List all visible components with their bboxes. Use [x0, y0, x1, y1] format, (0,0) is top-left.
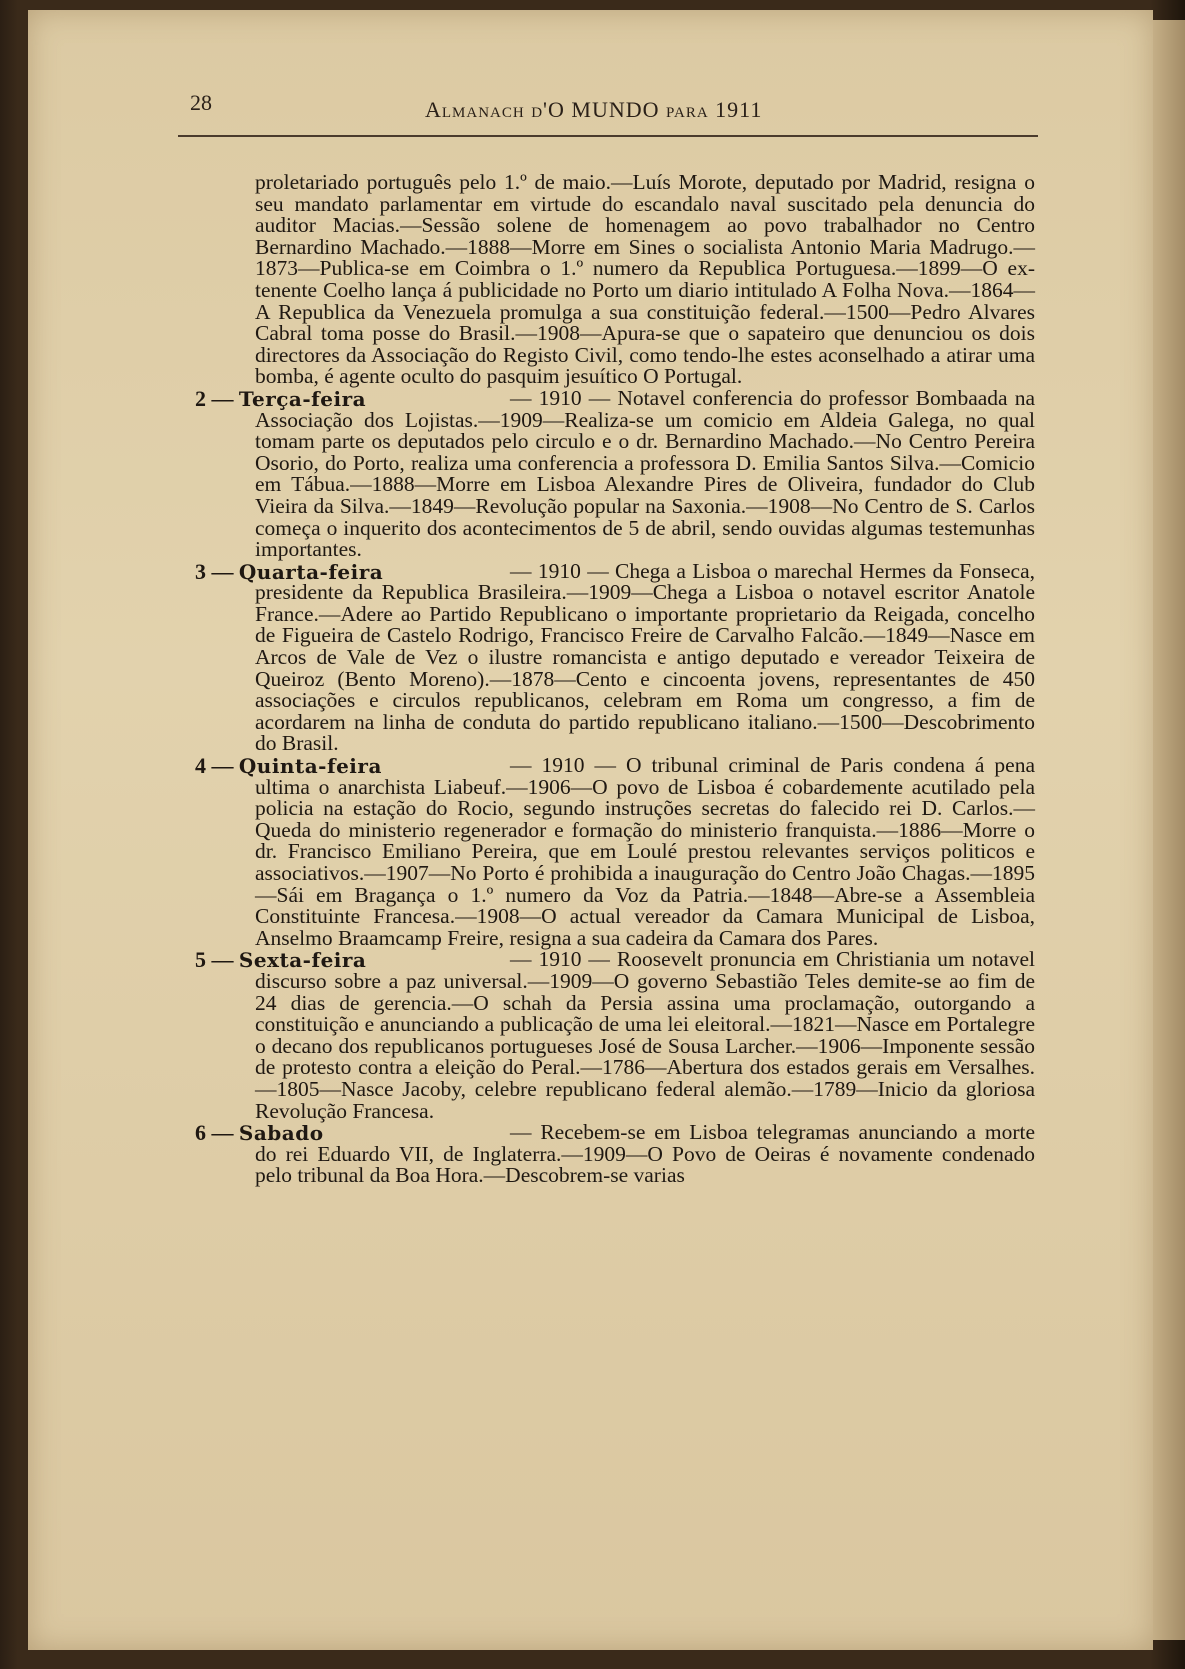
running-head: Almanach d'O MUNDO para 1911: [425, 97, 763, 122]
almanac-body: [195, 170, 1035, 1188]
entry-text: [195, 1120, 1035, 1188]
entry-body: — Recebem-se em Lisboa telegramas anunciando a morte do rei Eduardo VII, de Inglaterra.—1909—O Povo de Oeiras é novamente condenado pelo tribunal da Boa Hora.—Descobrem-se varias: [255, 1120, 1035, 1188]
entry-text: [195, 947, 1035, 1123]
entry-continued: [255, 172, 1035, 388]
entry-day-3: [195, 558, 1035, 756]
entry-body: — 1910 — O tribunal criminal de Paris condena á pena ultima o anarchista Liabeuf.—1906—O povo de Lisboa é cobardemente acutilado pela policia na estação do Rocio, segundo instruções secretas do falecido rei D. Carlos.—Queda do ministerio regenerador e formação do ministerio franquista.—1886—Morre o dr. Francisco Emiliano Pereira, que em Loulé prestou relevantes serviços politicos e associativos.—1907—No Porto é prohibida a inauguração do Centro João Chagas.—1895—Sái em Bragança o 1.º numero da Voz da Patria.—1848—Abre-se a Assembleia Constituinte Francesa.—1908—O actual vereador da Camara Municipal de Lisboa, Anselmo Braamcamp Freire, resigna a sua cadeira da Camara dos Pares.: [255, 753, 1035, 950]
day-number: 4 —: [195, 753, 234, 779]
weekday-label: Quinta-feira: [238, 754, 382, 779]
entry-day-4: [195, 753, 1035, 950]
entry-text: [195, 753, 1035, 950]
entry-body: — 1910 — Roosevelt pronuncia em Christiania um notavel discurso sobre a paz universal.—1909—O governo Sebastião Teles demite-se ao fim de 24 dias de gerencia.—O schah da Persia assina uma proclamação, outorgando a constituição e anunciando a publicação de uma lei eleitoral.—1821—Nasce em Portalegre o decano dos republicanos portugueses José de Sousa Larcher.—1906—Imponente sessão de protesto contra a eleição do Peral.—1786—Abertura dos estados gerais em Versalhes.—1805—Nasce Jacoby, celebre republicano federal alemão.—1789—Inicio da gloriosa Revolução Francesa.: [255, 947, 1035, 1123]
day-number: 2 —: [195, 385, 234, 411]
header-rule: [178, 135, 1038, 137]
day-number: 6 —: [195, 1120, 234, 1146]
weekday-label: Terça-feira: [238, 386, 367, 411]
entry-day-5: [195, 947, 1035, 1123]
entry-heading: [195, 558, 384, 584]
entry-heading: [195, 755, 382, 778]
page-number: 28: [190, 90, 212, 115]
weekday-label: Quarta-feira: [238, 559, 384, 584]
next-page-edge: [1150, 20, 1185, 1640]
weekday-label: Sabado: [238, 1121, 324, 1146]
entry-text: proletariado português pelo 1.º de maio.—Luís Morote, deputado por Madrid, resigna o seu mandato parlamentar em virtude do escandalo naval suscitado pela denuncia do auditor Macias.—Sessão solene de homenagem ao povo trabalhador no Centro Bernardino Machado.—1888—Morre em Sines o socialista Antonio Maria Madrugo.—1873—Publica-se em Coimbra o 1.º numero da Republica Portuguesa.—1899—O ex-tenente Coelho lança á publicidade no Porto um diario intitulado A Folha Nova.—1864—A Republica da Venezuela promulga a sua constituição federal.—1500—Pedro Alvares Cabral toma posse do Brasil.—1908—Apura-se que o sapateiro que denunciou os dois directores da Associação do Registo Civil, como tendo-lhe estes aconselhado a atirar uma bomba, é agente oculto do pasquim jesuítico O Portugal.: [255, 170, 1035, 389]
weekday-label: Sexta-feira: [238, 948, 367, 973]
entry-text: [195, 385, 1035, 562]
entry-text: [195, 558, 1035, 756]
entry-day-6: [195, 1120, 1035, 1188]
entry-heading: [195, 1122, 324, 1145]
entry-day-2: [195, 385, 1035, 562]
entry-heading: [195, 385, 367, 411]
entry-body: — 1910 — Notavel conferencia do professor Bombaada na Associação dos Lojistas.—1909—Realiza-se um comicio em Aldeia Galega, no qual tomam parte os deputados pelo circulo e o dr. Bernardino Machado.—No Centro Pereira Osorio, do Porto, realiza uma conferencia a professora D. Emilia Santos Silva.—Comicio em Tábua.—1888—Morre em Lisboa Alexandre Pires de Oliveira, fundador do Club Vieira da Silva.—1849—Revolução popular na Saxonia.—1908—No Centro de S. Carlos começa o inquerito dos acontecimentos de 5 de abril, sendo ouvidas algumas testemunhas importantes.: [255, 385, 1035, 562]
day-number: 3 —: [195, 558, 234, 584]
day-number: 5 —: [195, 947, 234, 973]
entry-heading: [195, 949, 366, 972]
entry-body: — 1910 — Chega a Lisboa o marechal Hermes da Fonseca, presidente da Republica Brasileira.—1909—Chega a Lisboa o notavel escritor Anatole France.—Adere ao Partido Republicano o importante proprietario da Reigada, concelho de Figueira de Castelo Rodrigo, Francisco Freire de Carvalho Falcão.—1849—Nasce em Arcos de Vale de Vez o ilustre romancista e antigo deputado e vereador Teixeira de Queiroz (Bento Moreno).—1878—Cento e cincoenta jovens, representantes de 450 associações e circulos republicanos, celebram em Roma um congresso, a fim de acordarem na linha de conduta do partido republicano italiano.—1500—Descobrimento do Brasil.: [255, 558, 1035, 756]
